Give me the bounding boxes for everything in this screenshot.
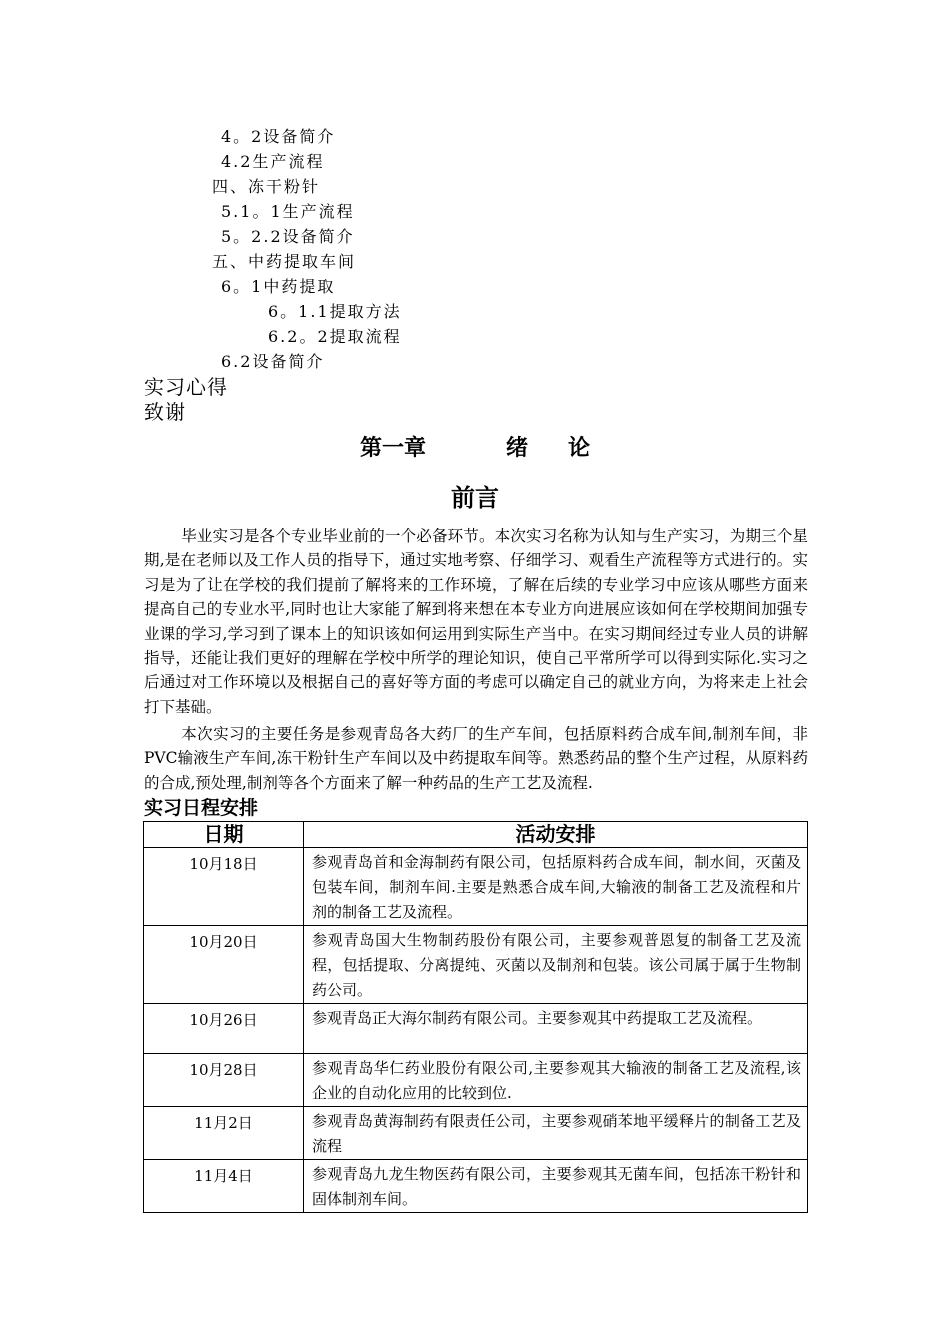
chapter-heading: [0, 434, 950, 464]
schedule-activity: 参观青岛国大生物制药股份有限公司，主要参观普恩复的制备工艺及流程，包括提取、分离提纯、灭菌以及制剂和包装。该公司属于属于生物制药公司。: [304, 926, 808, 1004]
schedule-activity: 参观青岛正大海尔制药有限公司。主要参观其中药提取工艺及流程。: [304, 1004, 808, 1054]
table-row: [144, 1004, 808, 1054]
toc-item-6-1-extraction: 6。1中药提取: [221, 277, 336, 296]
schedule-activity: 参观青岛九龙生物医药有限公司，主要参观其无菌车间，包括冻干粉针和固体制剂车间。: [304, 1160, 808, 1213]
toc-item-4-2-process: 4.2生产流程: [221, 152, 325, 171]
schedule-date: 11月2日: [144, 1107, 304, 1160]
toc-item-6-1-1-method: 6。1.1提取方法: [268, 302, 402, 321]
table-row: [144, 926, 808, 1004]
schedule-activity: 参观青岛黄海制药有限责任公司，主要参观硝苯地平缓释片的制备工艺及流程: [304, 1107, 808, 1160]
table-row: [144, 1160, 808, 1213]
schedule-header-activity: 活动安排: [304, 822, 808, 848]
preface-title: 前言: [451, 484, 499, 512]
toc-item-thanks: 致谢: [144, 400, 186, 424]
toc-item-tcm-workshop: 五、中药提取车间: [212, 252, 357, 271]
schedule-date: 10月20日: [144, 926, 304, 1004]
toc-item-experience: 实习心得: [144, 375, 228, 399]
chapter-number: 第一章: [359, 436, 426, 461]
preface-paragraph-1: 毕业实习是各个专业毕业前的一个必备环节。本次实习名称为认知与生产实习，为期三个星期,是在老师以及工作人员的指导下，通过实地考察、仔细学习、观看生产流程等方式进行的。实习是为了让在学校的我们提前了解将来的工作环境，了解在后续的专业学习中应该从哪些方面来提高自己的专业水平,同时也让大家能了解到将来想在本专业方向进展应该如何在学校期间加强专业课的学习,学习到了课本上的知识该如何运用到实际生产当中。在实习期间经过专业人员的讲解指导，还能让我们更好的理解在学校中所学的理论知识，使自己平常所学可以得到实际化.实习之后通过对工作环境以及根据自己的喜好等方面的考虑可以确定自己的就业方向，为将来走上社会打下基础。: [144, 527, 808, 716]
table-row: [144, 1107, 808, 1160]
schedule-table: [143, 821, 808, 1213]
schedule-activity: 参观青岛华仁药业股份有限公司,主要参观其大输液的制备工艺及流程,该企业的自动化应用的比较到位.: [304, 1054, 808, 1107]
toc-item-5-1-1-process: 5.1。1生产流程: [221, 202, 355, 221]
toc-item-6-2-equipment: 6.2设备简介: [221, 352, 325, 371]
toc-item-freeze-dried: 四、冻干粉针: [212, 177, 321, 196]
schedule-date: 10月28日: [144, 1054, 304, 1107]
toc-item-6-2-2-process: 6.2。2提取流程: [268, 327, 402, 346]
table-row: [144, 848, 808, 926]
schedule-title: 实习日程安排: [144, 797, 259, 819]
chapter-word-2: 论: [568, 436, 591, 461]
toc-item-5-2-2-equipment: 5。2.2设备简介: [221, 227, 355, 246]
table-row: [144, 1054, 808, 1107]
preface-paragraph-2: 本次实习的主要任务是参观青岛各大药厂的生产车间，包括原料药合成车间,制剂车间，非PVC输液生产车间,冻干粉针生产车间以及中药提取车间等。熟悉药品的整个生产过程，从原料药的合成,预处理,制剂等各个方面来了解一种药品的生产工艺及流程.: [144, 725, 808, 792]
schedule-date: 10月26日: [144, 1004, 304, 1054]
chapter-word-1: 绪: [505, 436, 528, 461]
schedule-activity: 参观青岛首和金海制药有限公司，包括原料药合成车间，制水间，灭菌及包装车间，制剂车间.主要是熟悉合成车间,大输液的制备工艺及流程和片剂的制备工艺及流程。: [304, 848, 808, 926]
toc-item-4-2-equipment: 4。2设备简介: [221, 127, 336, 146]
schedule-date: 11月4日: [144, 1160, 304, 1213]
schedule-header-row: [144, 822, 808, 848]
schedule-date: 10月18日: [144, 848, 304, 926]
schedule-header-date: 日期: [144, 822, 304, 848]
